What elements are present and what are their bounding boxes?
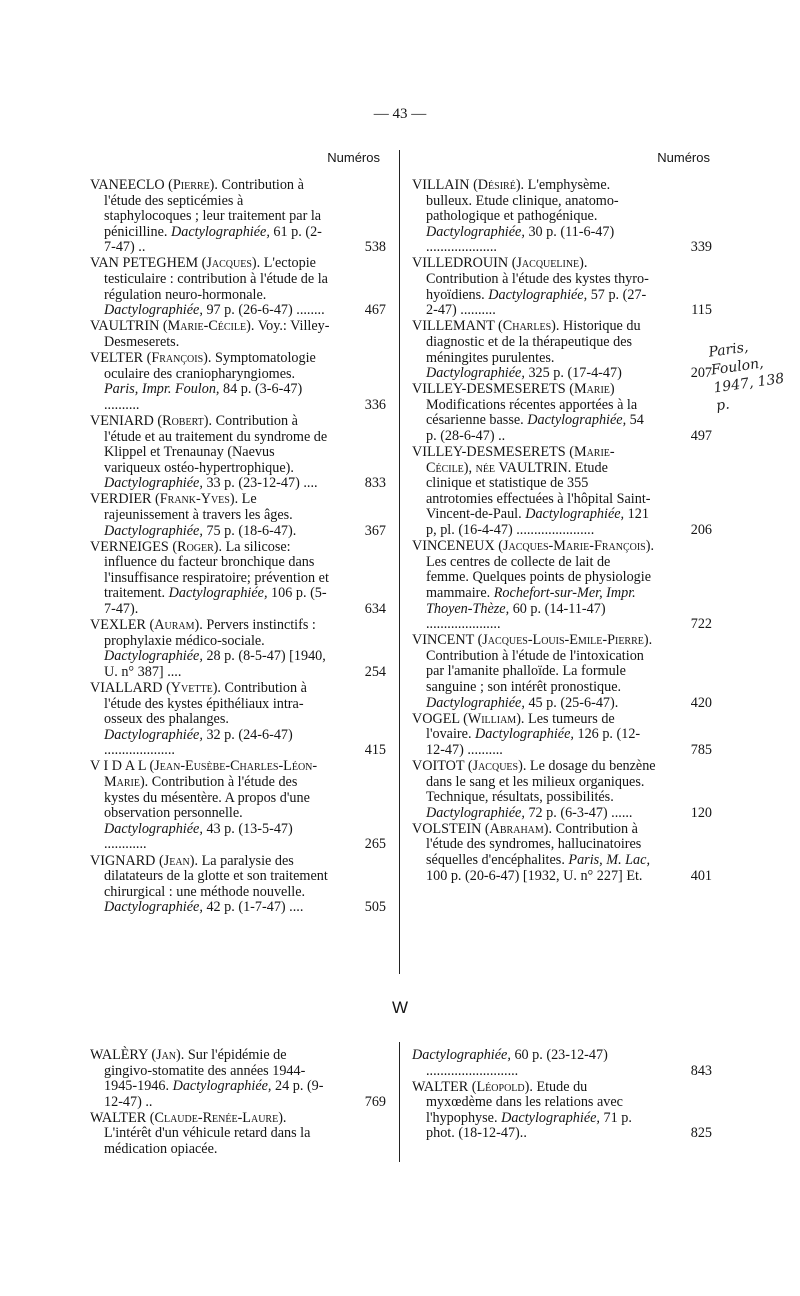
publication-info: Paris, Impr. Foulon, xyxy=(104,381,220,398)
author-forenames: (Marie) xyxy=(569,381,615,398)
thesis-title: Contribution à l'étude des kystes épithéliaux intra-osseux des phalanges. xyxy=(104,680,307,728)
publication-info: Dactylographiée, xyxy=(426,804,525,821)
bibliography-entry xyxy=(412,539,712,633)
author-forenames: (Yvette). xyxy=(166,680,221,696)
publication-info: Dactylographiée, xyxy=(426,365,525,382)
thesis-title: La silicose: influence du facteur bronchique dans l'insuffisance respiratoire; prévention et traitement. xyxy=(104,538,329,602)
entry-number: 833 xyxy=(364,475,386,492)
author-forenames: (Marie-Cécile). xyxy=(162,318,255,335)
author-forenames: (Jacques-Marie-François). xyxy=(498,538,654,555)
thesis-title: Symptomatologie oculaire des craniopharyngiomes. xyxy=(104,350,316,382)
bibliography-entry xyxy=(412,1048,712,1079)
pagination-date: 97 p. (26-6-47) ........ xyxy=(206,302,325,319)
bibliography-entry xyxy=(412,256,712,318)
publication-info: Rochefort-sur-Mer, Impr. Thoyen-Thèze, xyxy=(426,584,636,617)
pagination-date: 121 p, pl. (16-4-47) ...................... xyxy=(426,506,649,539)
entry-number: 206 xyxy=(690,522,712,539)
author-forenames: (Frank-Yves). xyxy=(155,491,239,508)
pagination-date: 72 p. (6-3-47) ...... xyxy=(528,804,633,821)
pagination-date: 61 p. (2-7-47) .. xyxy=(104,223,322,256)
thesis-title: Pervers instinctifs : prophylaxie médico-sociale. xyxy=(104,617,316,649)
pagination-date: 32 p. (24-6-47) .................... xyxy=(104,726,293,759)
bibliography-entry xyxy=(90,759,386,853)
publication-info: Dactylographiée, xyxy=(104,522,203,539)
thesis-title: L'ectopie testiculaire : contribution à l'étude de la régulation neuro-hormonale. xyxy=(104,255,328,303)
publication-info: Dactylographiée, xyxy=(104,820,203,837)
thesis-title: Les tumeurs de l'ovaire. xyxy=(426,710,615,743)
author-surname: VAULTRIN xyxy=(90,318,160,335)
author-forenames: (Jean). xyxy=(158,852,199,869)
publication-info: Dactylographiée, xyxy=(172,1078,272,1095)
bibliography-entry xyxy=(90,351,386,413)
thesis-title: Contribution à l'étude des kystes du mésentère. A propos d'une observation personnelle. xyxy=(104,774,310,822)
entry-number: 207 xyxy=(690,365,712,382)
thesis-title: Contribution à l'étude des syndromes, hallucinatoires séquelles d'encéphalites. xyxy=(426,820,642,869)
author-forenames: (William). xyxy=(463,710,525,727)
author-surname: VILLAIN xyxy=(412,177,470,193)
pagination-date: 75 p. (18-6-47). xyxy=(206,522,297,539)
bibliography-entry xyxy=(90,854,386,916)
publication-info: Dactylographiée, xyxy=(426,694,525,711)
author-forenames: (François). xyxy=(146,350,212,367)
bibliography-entry xyxy=(412,712,712,759)
author-surname: VIGNARD xyxy=(90,852,156,869)
author-surname: VINCENEUX xyxy=(412,538,495,555)
thesis-title: Contribution à l'étude de l'intoxication par l'amanite phalloïde. La formule sanguine ; son intérêt pronostique. xyxy=(426,647,644,695)
entry-number: 505 xyxy=(364,899,386,916)
bibliography-entry xyxy=(412,382,712,444)
thesis-title: Les centres de collecte de lait de femme. Quelques points de physiologie mammaire. xyxy=(426,553,651,601)
entry-number: 415 xyxy=(364,742,386,759)
author-surname: WALÈRY xyxy=(90,1047,148,1063)
author-surname: VERNEIGES xyxy=(90,538,169,555)
entry-number: 339 xyxy=(690,239,712,256)
pagination-date: 126 p. (12-12-47) .......... xyxy=(426,726,641,758)
column-divider-bottom xyxy=(399,1042,400,1162)
section-letter: W xyxy=(391,998,409,1017)
column-left xyxy=(90,178,386,916)
publication-info: Dactylographiée, xyxy=(501,1109,600,1126)
author-surname: VANEECLO xyxy=(90,177,165,193)
author-surname: VILLEY-DESMESERETS xyxy=(412,381,566,398)
thesis-title: Sur l'épidémie de gingivo-stomatite des années 1944-1945-1946. xyxy=(104,1047,306,1095)
entry-number: 401 xyxy=(690,867,712,884)
thesis-title: Voy.: Villey-Desmeserets. xyxy=(104,318,330,350)
pagination-date: 84 p. (3-6-47) .......... xyxy=(104,381,303,413)
bibliography-entry xyxy=(90,618,386,680)
publication-info: Dactylographiée, xyxy=(488,286,588,303)
author-forenames: (Marie-Cécile), née VAULTRIN. xyxy=(426,444,615,476)
column-header-right: Numéros xyxy=(657,150,710,165)
bibliography-entry xyxy=(412,633,712,711)
publication-info: Dactylographiée, xyxy=(426,223,525,240)
author-forenames: (Jacqueline). xyxy=(511,255,588,272)
entry-number: 265 xyxy=(364,836,386,853)
author-forenames: (Claude-Renée-Laure). xyxy=(149,1109,287,1126)
bibliography-entry xyxy=(412,1080,712,1142)
bibliography-entry xyxy=(90,681,386,759)
entry-number: 497 xyxy=(690,428,712,444)
thesis-title: Contribution à l'étude des kystes thyro-hyoïdiens. xyxy=(426,271,649,303)
thesis-title: Etude clinique et statistique de 355 antrotomies effectuées à l'hôpital Saint-Vincent-de-Paul. xyxy=(426,459,651,523)
author-forenames: (Jacques-Louis-Emile-Pierre). xyxy=(477,632,653,649)
publication-info: Dactylographiée, xyxy=(168,585,268,602)
entry-number: 634 xyxy=(364,601,386,618)
publication-info: Dactylographiée, xyxy=(527,412,627,429)
page-number: — 43 — xyxy=(373,106,427,122)
author-forenames: (Pierre). xyxy=(168,177,218,193)
thesis-title: Historique du diagnostic et de la thérapeutique des méningites purulentes. xyxy=(426,318,641,366)
column-w-left xyxy=(90,1048,386,1158)
entry-number: 254 xyxy=(364,663,386,680)
publication-info: Dactylographiée, xyxy=(104,899,203,916)
publication-info: Dactylographiée, xyxy=(104,475,203,492)
author-surname: VIALLARD xyxy=(90,680,163,696)
author-surname: VAN PETEGHEM xyxy=(90,255,199,272)
publication-info: Dactylographiée, xyxy=(104,648,203,665)
bibliography-entry xyxy=(90,178,386,256)
author-forenames: (Charles). xyxy=(498,318,560,335)
thesis-title: Contribution à l'étude des septicémies à staphylocoques ; leur traitement par la pénicilline. xyxy=(104,177,322,240)
author-surname: WALTER xyxy=(90,1109,147,1126)
publication-info: Dactylographiée, xyxy=(525,506,625,523)
entry-number: 785 xyxy=(690,741,712,758)
column-divider-top xyxy=(399,150,400,974)
entry-number: 538 xyxy=(364,239,386,256)
author-forenames: (Robert). xyxy=(157,412,213,429)
pagination-date: 325 p. (17-4-47) xyxy=(528,365,622,382)
thesis-title: Le dosage du benzène dans le sang et les milieux organiques. Technique, résultats, possibilités. xyxy=(426,757,656,806)
publication-info: Dactylographiée, xyxy=(104,302,203,319)
author-surname: VINCENT xyxy=(412,632,475,649)
bibliography-entry xyxy=(90,414,386,492)
entry-number: 769 xyxy=(364,1093,386,1110)
author-forenames: (Jacques). xyxy=(467,757,527,774)
author-forenames: (Auram). xyxy=(149,617,203,634)
entry-number: 115 xyxy=(691,302,712,319)
pagination-date: 43 p. (13-5-47) ............ xyxy=(104,820,293,853)
author-surname: VILLEDROUIN xyxy=(412,255,509,272)
author-surname: VOITOT xyxy=(412,757,465,774)
bibliography-entry xyxy=(90,256,386,318)
thesis-title: Le rajeunissement à travers les âges. xyxy=(104,491,293,523)
author-surname: VILLEY-DESMESERETS xyxy=(412,444,566,461)
pagination-date: 106 p. (5-7-47). xyxy=(104,585,327,618)
author-surname: VOGEL xyxy=(412,710,460,727)
author-forenames: (Abraham). xyxy=(484,820,553,837)
thesis-title: La paralysie des dilatateurs de la glotte et son traitement chirurgical : une méthode nouvelle. xyxy=(104,852,328,900)
publication-info: Dactylographiée, xyxy=(170,223,270,240)
bibliography-entry xyxy=(412,759,712,821)
author-forenames: (Jan). xyxy=(151,1047,185,1063)
author-surname: VELTER xyxy=(90,350,144,367)
pagination-date: 57 p. (27-2-47) .......... xyxy=(426,286,647,319)
publication-info: Dactylographiée, xyxy=(475,726,574,743)
thesis-title: L'intérêt d'un véhicule retard dans la médication opiacée. xyxy=(104,1125,311,1158)
pagination-date: 33 p. (23-12-47) .... xyxy=(206,475,318,492)
pagination-date: 71 p. phot. (18-12-47).. xyxy=(426,1109,632,1142)
author-surname: VOLSTEIN xyxy=(412,820,482,837)
entry-number: 420 xyxy=(690,694,712,711)
pagination-date: 30 p. (11-6-47) .................... xyxy=(426,223,615,256)
bibliography-entry xyxy=(412,178,712,256)
author-forenames: (Roger). xyxy=(172,538,223,555)
bibliography-entry xyxy=(412,319,712,381)
entry-number: 467 xyxy=(364,302,386,319)
pagination-date: 60 p. (14-11-47) ..................... xyxy=(426,600,606,633)
bibliography-entry xyxy=(412,445,712,539)
column-right xyxy=(412,178,712,885)
entry-number: 367 xyxy=(364,522,386,539)
pagination-date: 42 p. (1-7-47) .... xyxy=(206,899,304,916)
bibliography-entry xyxy=(90,540,386,618)
author-surname: VILLEMANT xyxy=(412,318,495,335)
bibliography-entry xyxy=(90,1048,386,1110)
pagination-date: 54 p. (28-6-47) .. xyxy=(426,412,644,444)
entry-number: 825 xyxy=(690,1125,712,1142)
author-forenames: (Jacques). xyxy=(201,255,261,272)
pagination-date: 24 p. (9-12-47) .. xyxy=(104,1078,324,1110)
author-surname: VERDIER xyxy=(90,491,152,508)
bibliography-entry xyxy=(90,319,386,350)
handwritten-annotation: Paris, Foulon, 1947, 138 p. xyxy=(707,339,786,415)
bibliography-entry xyxy=(90,1111,386,1158)
publication-info: Dactylographiée, xyxy=(412,1047,511,1063)
bibliography-entry xyxy=(90,492,386,539)
author-forenames: (Léopold). xyxy=(471,1078,533,1095)
publication-info: Paris, M. Lac, xyxy=(568,852,650,869)
author-surname: WALTER xyxy=(412,1078,469,1095)
publication-info: Dactylographiée, xyxy=(104,726,203,743)
column-header-left: Numéros xyxy=(327,150,380,165)
entry-number: 722 xyxy=(690,616,712,633)
entry-number: 843 xyxy=(690,1062,712,1079)
entry-number: 120 xyxy=(690,804,712,821)
author-forenames: (Désiré). xyxy=(473,177,525,193)
pagination-date: 45 p. (25-6-47). xyxy=(528,694,619,711)
pagination-date: 60 p. (23-12-47) .......................... xyxy=(426,1047,608,1079)
thesis-title: L'emphysème. bulleux. Etude clinique, anatomo-pathologique et pathogénique. xyxy=(426,177,619,225)
thesis-title: Etude du myxœdème dans les relations avec l'hypophyse. xyxy=(426,1078,623,1126)
thesis-title: Modifications récentes apportées à la césarienne basse. xyxy=(426,396,638,429)
author-surname: V I D A L xyxy=(90,758,146,775)
author-forenames: (Jean-Eusèbe-Charles-Léon-Marie). xyxy=(104,758,318,791)
author-surname: VENIARD xyxy=(90,412,154,429)
bibliography-entry xyxy=(412,822,712,884)
pagination-date: 100 p. (20-6-47) [1932, U. n° 227] Et. xyxy=(426,867,643,884)
column-w-right xyxy=(412,1048,712,1143)
entry-number: 336 xyxy=(364,396,386,413)
pagination-date: 28 p. (8-5-47) [1940, U. n° 387] .... xyxy=(104,648,326,680)
author-surname: VEXLER xyxy=(90,617,146,634)
thesis-title: Contribution à l'étude et au traitement du syndrome de Klippel et Trenaunay (Naevus variqueux ostéo-hypertrophique). xyxy=(104,412,328,476)
